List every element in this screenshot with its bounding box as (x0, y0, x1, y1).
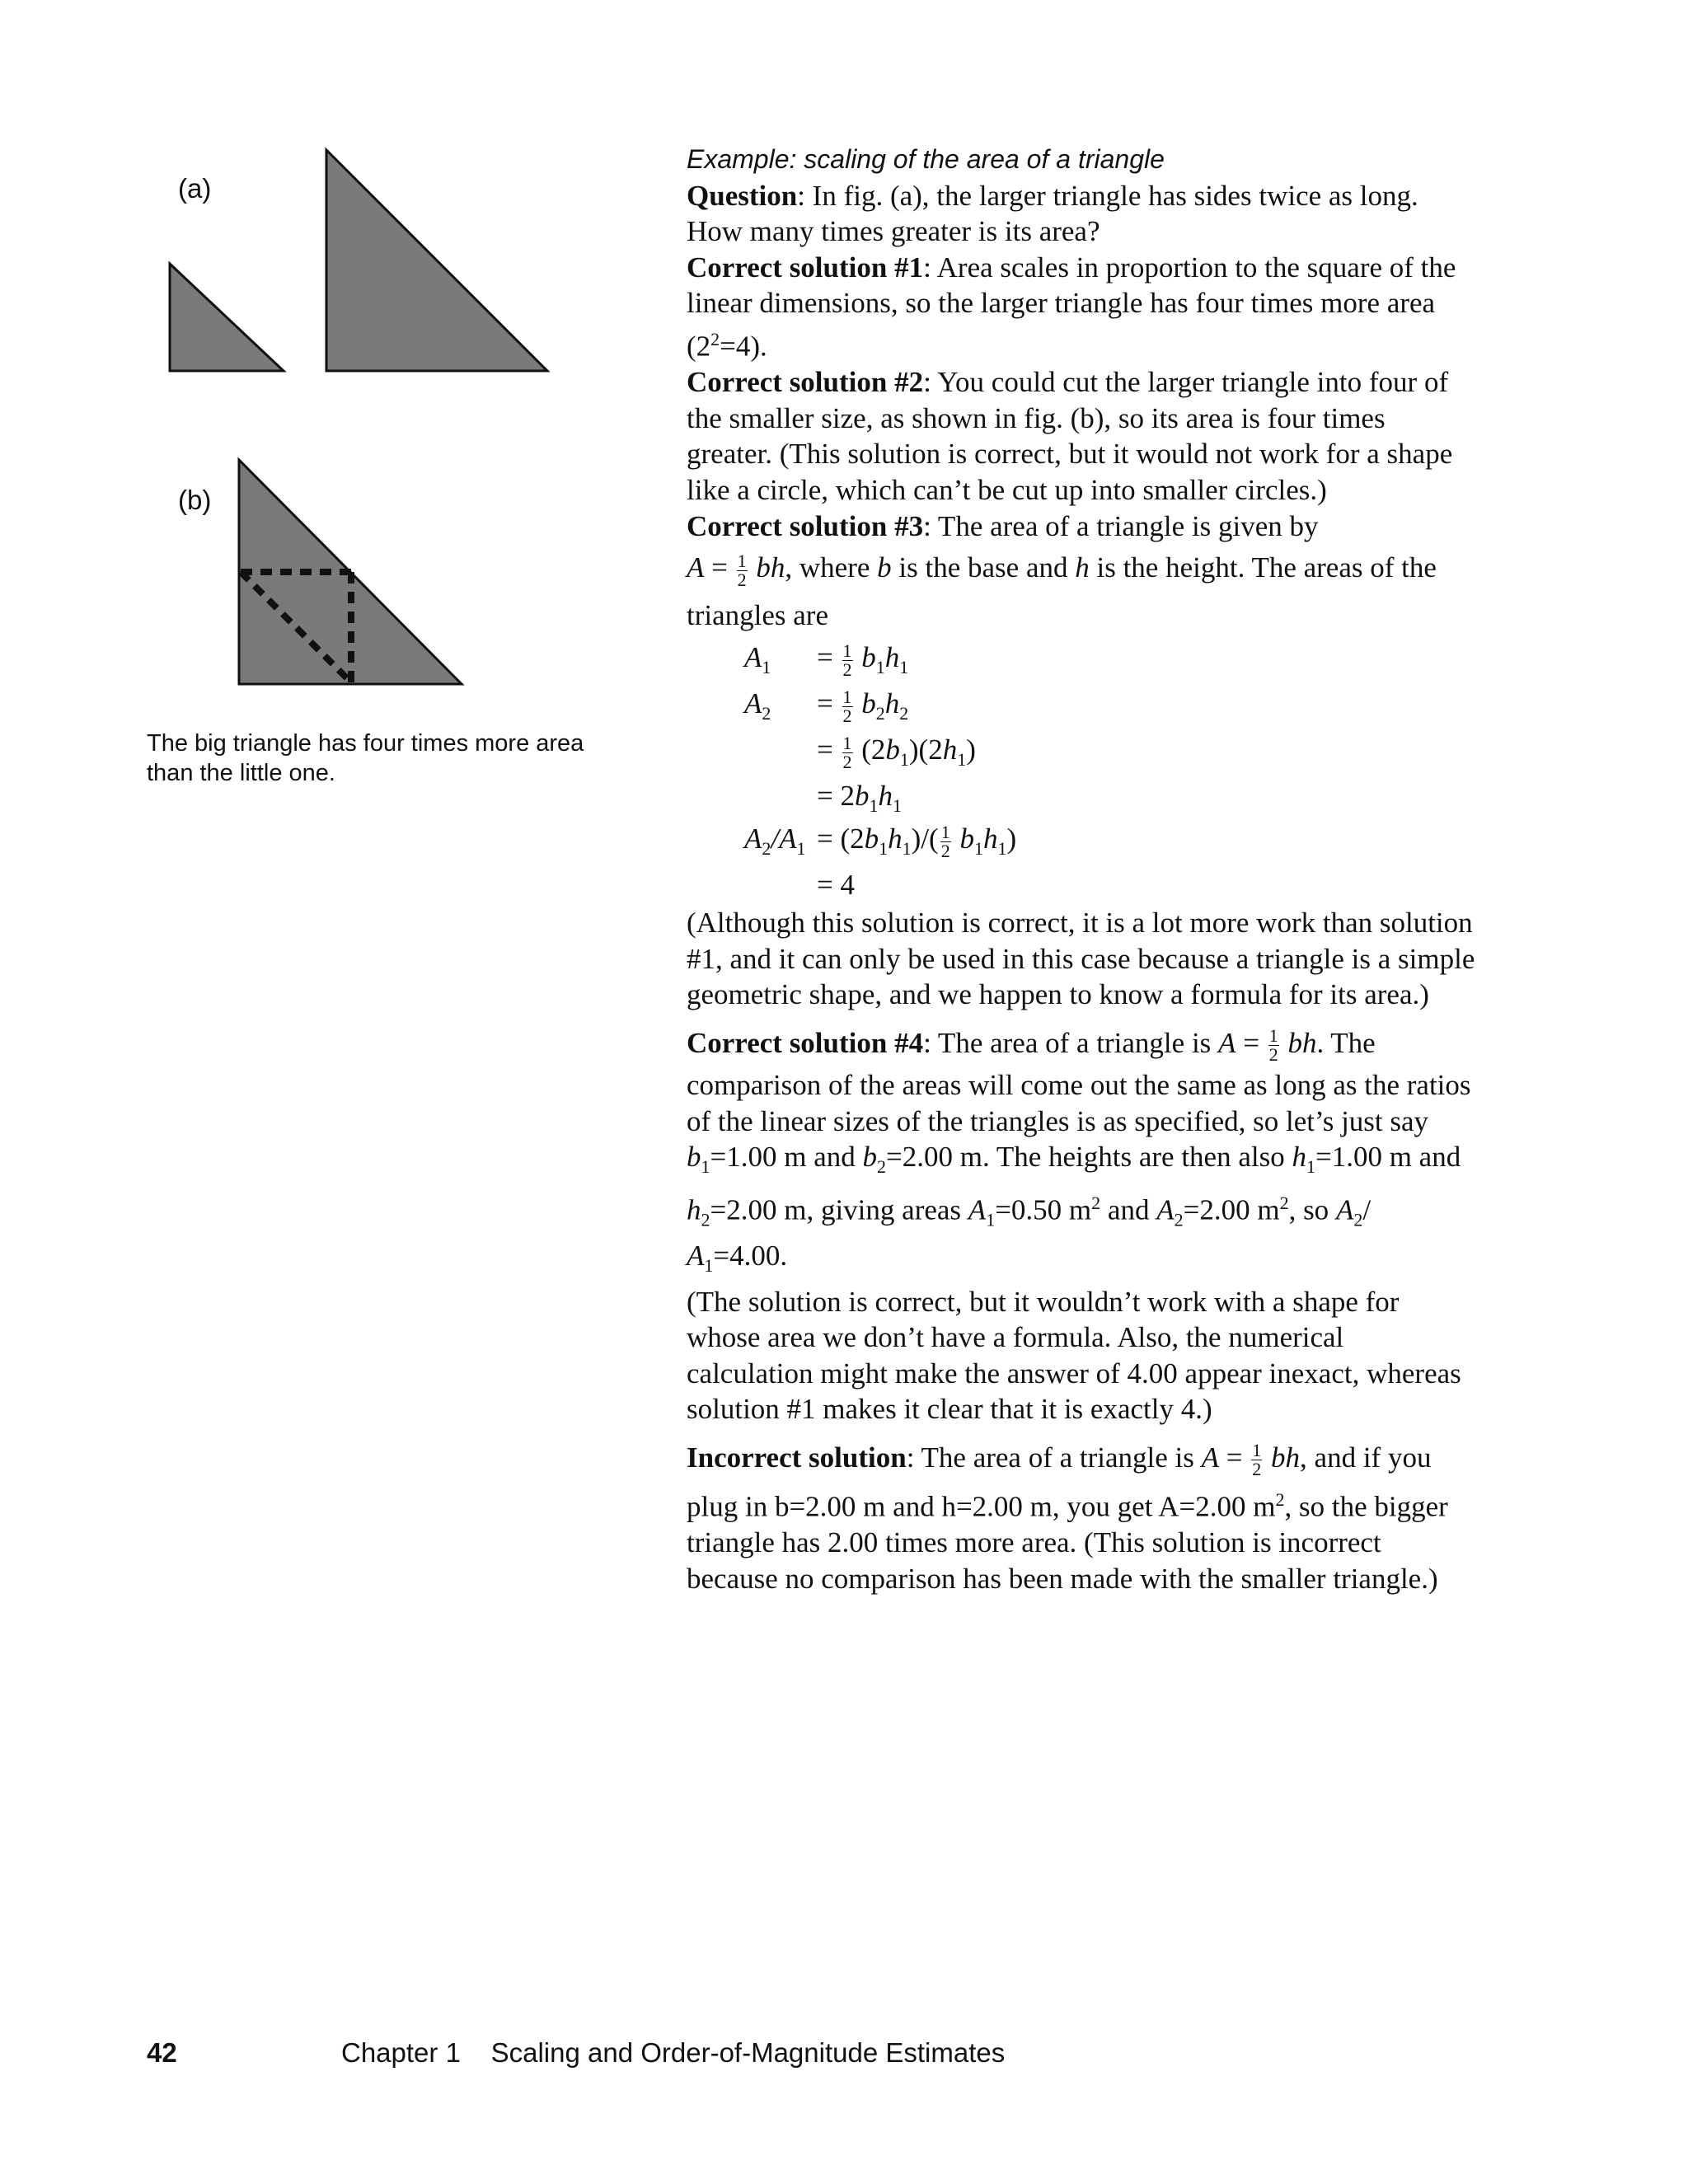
solution4-label: Correct solution #4 (687, 1026, 924, 1059)
triangle-figure (140, 140, 602, 717)
equation-line-2: $A_2$ = $\frac{1}{2}$ $b_2h_2$ (744, 686, 909, 726)
incorrect-label: Incorrect solution (687, 1441, 907, 1474)
figure-caption: The big triangle has four times more area than the little one. (147, 730, 584, 786)
solution1-label: Correct solution #1 (687, 251, 924, 284)
solution2-label: Correct solution #2 (687, 366, 924, 399)
incorrect-text: : The area of a triangle is (906, 1441, 1194, 1474)
areas-intro: triangles are (687, 599, 828, 632)
figure-label-b: (b) (178, 485, 212, 515)
triangle-drawing (140, 140, 602, 717)
equation-line-3: = $\frac{1}{2}$ $(2b_1)(2h_1)$ (817, 732, 976, 772)
figure-label-a: (a) (178, 173, 212, 204)
equation-line-1: $A_1$ = $\frac{1}{2}$ $b_1h_1$ (744, 640, 909, 680)
solution1-sup: 2 (710, 328, 720, 349)
question-label: Question (687, 179, 798, 212)
solution4-text: : The area of a triangle is (923, 1026, 1212, 1059)
solution4-note: (The solution is correct, but it wouldn’t work with a shape for whose area we don’t have a formula. Also, the numerical calculation might make the answer of 4.00 appear inexact, whereas solution #1 makes it clear that it is exactly 4.) (687, 1285, 1461, 1426)
page-footer (147, 2037, 1006, 2069)
large-triangle-a (326, 150, 547, 371)
example-text (687, 142, 1476, 1596)
equation-line-5: $A_2/A_1$ = $(2b_1h_1)/$( $\frac{1}{2}$ $b_1h_1$) (744, 821, 1017, 861)
solution3-label: Correct solution #3 (687, 509, 924, 542)
solution3-text: : The area of a triangle is given by (923, 509, 1319, 542)
solution1-end: =4). (720, 330, 767, 363)
example-title: Example: scaling of the area of a triangle (687, 144, 1165, 174)
chapter-title: Chapter 1 Scaling and Order-of-Magnitude Estimates (341, 2037, 1006, 2068)
area-formula-paragraph: A = $\frac{1}{2}$ bh, where b is the base and h is the height. The areas of the (687, 550, 1437, 590)
equation-line-4: = $2b_1h_1$ (817, 780, 902, 817)
solution2-paragraph (687, 364, 1476, 508)
page-number: 42 (147, 2037, 177, 2068)
solution1-text: : Area scales in proportion to the square of the linear dimensions, so the larger triangle has four times more area (2 (687, 251, 1456, 363)
incorrect-body: plug in b=2.00 m and h=2.00 m, you get A=2.00 $m^2$, so the bigger triangle has 2.00 times more area. (This solution is incorrect because no comparison has been made with the smaller triangle.) (687, 1488, 1448, 1595)
incorrect-heading: Incorrect solution: The area of a triangle is A = $\frac{1}{2}$ bh, and if you (687, 1440, 1432, 1480)
solution1-paragraph (687, 250, 1476, 364)
solution4-heading: Correct solution #4: The area of a triangle is A = $\frac{1}{2}$ bh. The (687, 1025, 1376, 1066)
solution2-text: : You could cut the larger triangle into four of the smaller size, as shown in fig. (b), so its area is four times greater. (This solution is correct, but it would not work for a shape like a circle, which can’t be cut up into smaller circles.) (687, 366, 1453, 506)
solution3-paragraph (687, 509, 1476, 545)
solution4-body: comparison of the areas will come out the same as long as the ratios of the linear sizes of the triangles is as specified, so let’s just say $b_1=1.00$ m and $b_2=2.00$ m. The heights are then also $h_1=1.00$ m and $h_2=2.00$ m, giving areas $A_1=0.50$ $m^2$ and $A_2=2.00$ $m^2$, so $A_2/$ $A_1=4.00$. (687, 1068, 1471, 1276)
question-text: : In fig. (a), the larger triangle has sides twice as long. How many times greater is its area? (687, 179, 1418, 248)
small-triangle-a (170, 264, 284, 371)
equation-line-6: = 4 (817, 869, 855, 902)
solution3-note: (Although this solution is correct, it is a lot more work than solution #1, and it can only be used in this case because a triangle is a simple geometric shape, and we happen to know a formula for its area.) (687, 907, 1475, 1011)
question-paragraph (687, 178, 1476, 250)
